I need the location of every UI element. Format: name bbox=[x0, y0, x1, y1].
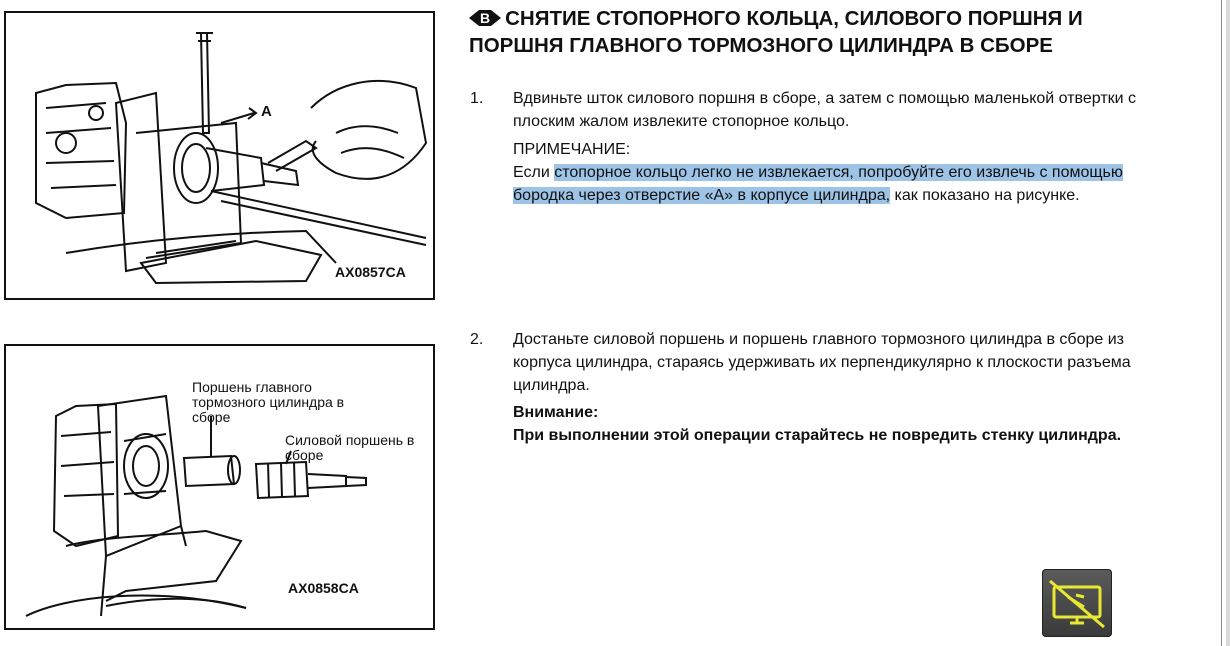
section-heading bbox=[469, 5, 1129, 59]
section-title: СНЯТИЕ СТОПОРНОГО КОЛЬЦА, СИЛОВОГО ПОРШНЯ И ПОРШНЯ ГЛАВНОГО ТОРМОЗНОГО ЦИЛИНДРА В СБОРЕ bbox=[469, 7, 1083, 57]
note-pre: Если bbox=[513, 164, 555, 181]
figure-remove-pistons bbox=[4, 344, 435, 630]
no-screen-icon bbox=[1046, 575, 1108, 631]
step-2-number: 2. bbox=[470, 331, 484, 348]
callout-a-label: A bbox=[261, 103, 272, 120]
selected-text[interactable]: стопорное кольцо легко не извлекается, попробуйте его извлечь с помощью бородка через отверстие «А» в корпусе цилиндра, bbox=[513, 164, 1123, 204]
step-1-text: Вдвиньте шток силового поршня в сборе, а затем с помощью маленькой отвертки с плоским жалом извлеките стопорное кольцо. bbox=[513, 90, 1137, 130]
figure1-drawing bbox=[6, 13, 433, 298]
step-1-number: 1. bbox=[470, 90, 484, 107]
callout-master-piston: Поршень главного тормозного цилиндра в сборе bbox=[192, 379, 345, 425]
note-label: ПРИМЕЧАНИЕ: bbox=[513, 141, 631, 158]
note-post: как показано на рисунке. bbox=[890, 187, 1080, 204]
warning-title: Внимание: bbox=[513, 404, 599, 421]
triangle-left-icon bbox=[469, 10, 479, 26]
scroll-gutter bbox=[1226, 0, 1230, 646]
section-marker bbox=[469, 10, 501, 26]
step-2-text: Достаньте силовой поршень и поршень главного тормозного цилиндра в сборе из корпуса цилиндра, стараясь удерживать их перпендикулярно к плоскости разъема цилиндра. bbox=[513, 331, 1131, 394]
figure2-code: AX0858CA bbox=[288, 580, 359, 596]
figure1-code: AX0857CA bbox=[335, 264, 406, 280]
toggle-screen-button[interactable] bbox=[1042, 569, 1112, 637]
callout-power-piston: Силовой поршень в сборе bbox=[285, 432, 415, 463]
page-edge bbox=[1221, 0, 1222, 646]
note-text[interactable] bbox=[513, 161, 1163, 207]
warning-text: При выполнении этой операции старайтесь не повредить стенку цилиндра. bbox=[513, 427, 1122, 444]
figure-remove-snap-ring bbox=[4, 11, 435, 300]
section-letter: B bbox=[480, 10, 491, 26]
triangle-right-icon bbox=[491, 10, 501, 26]
